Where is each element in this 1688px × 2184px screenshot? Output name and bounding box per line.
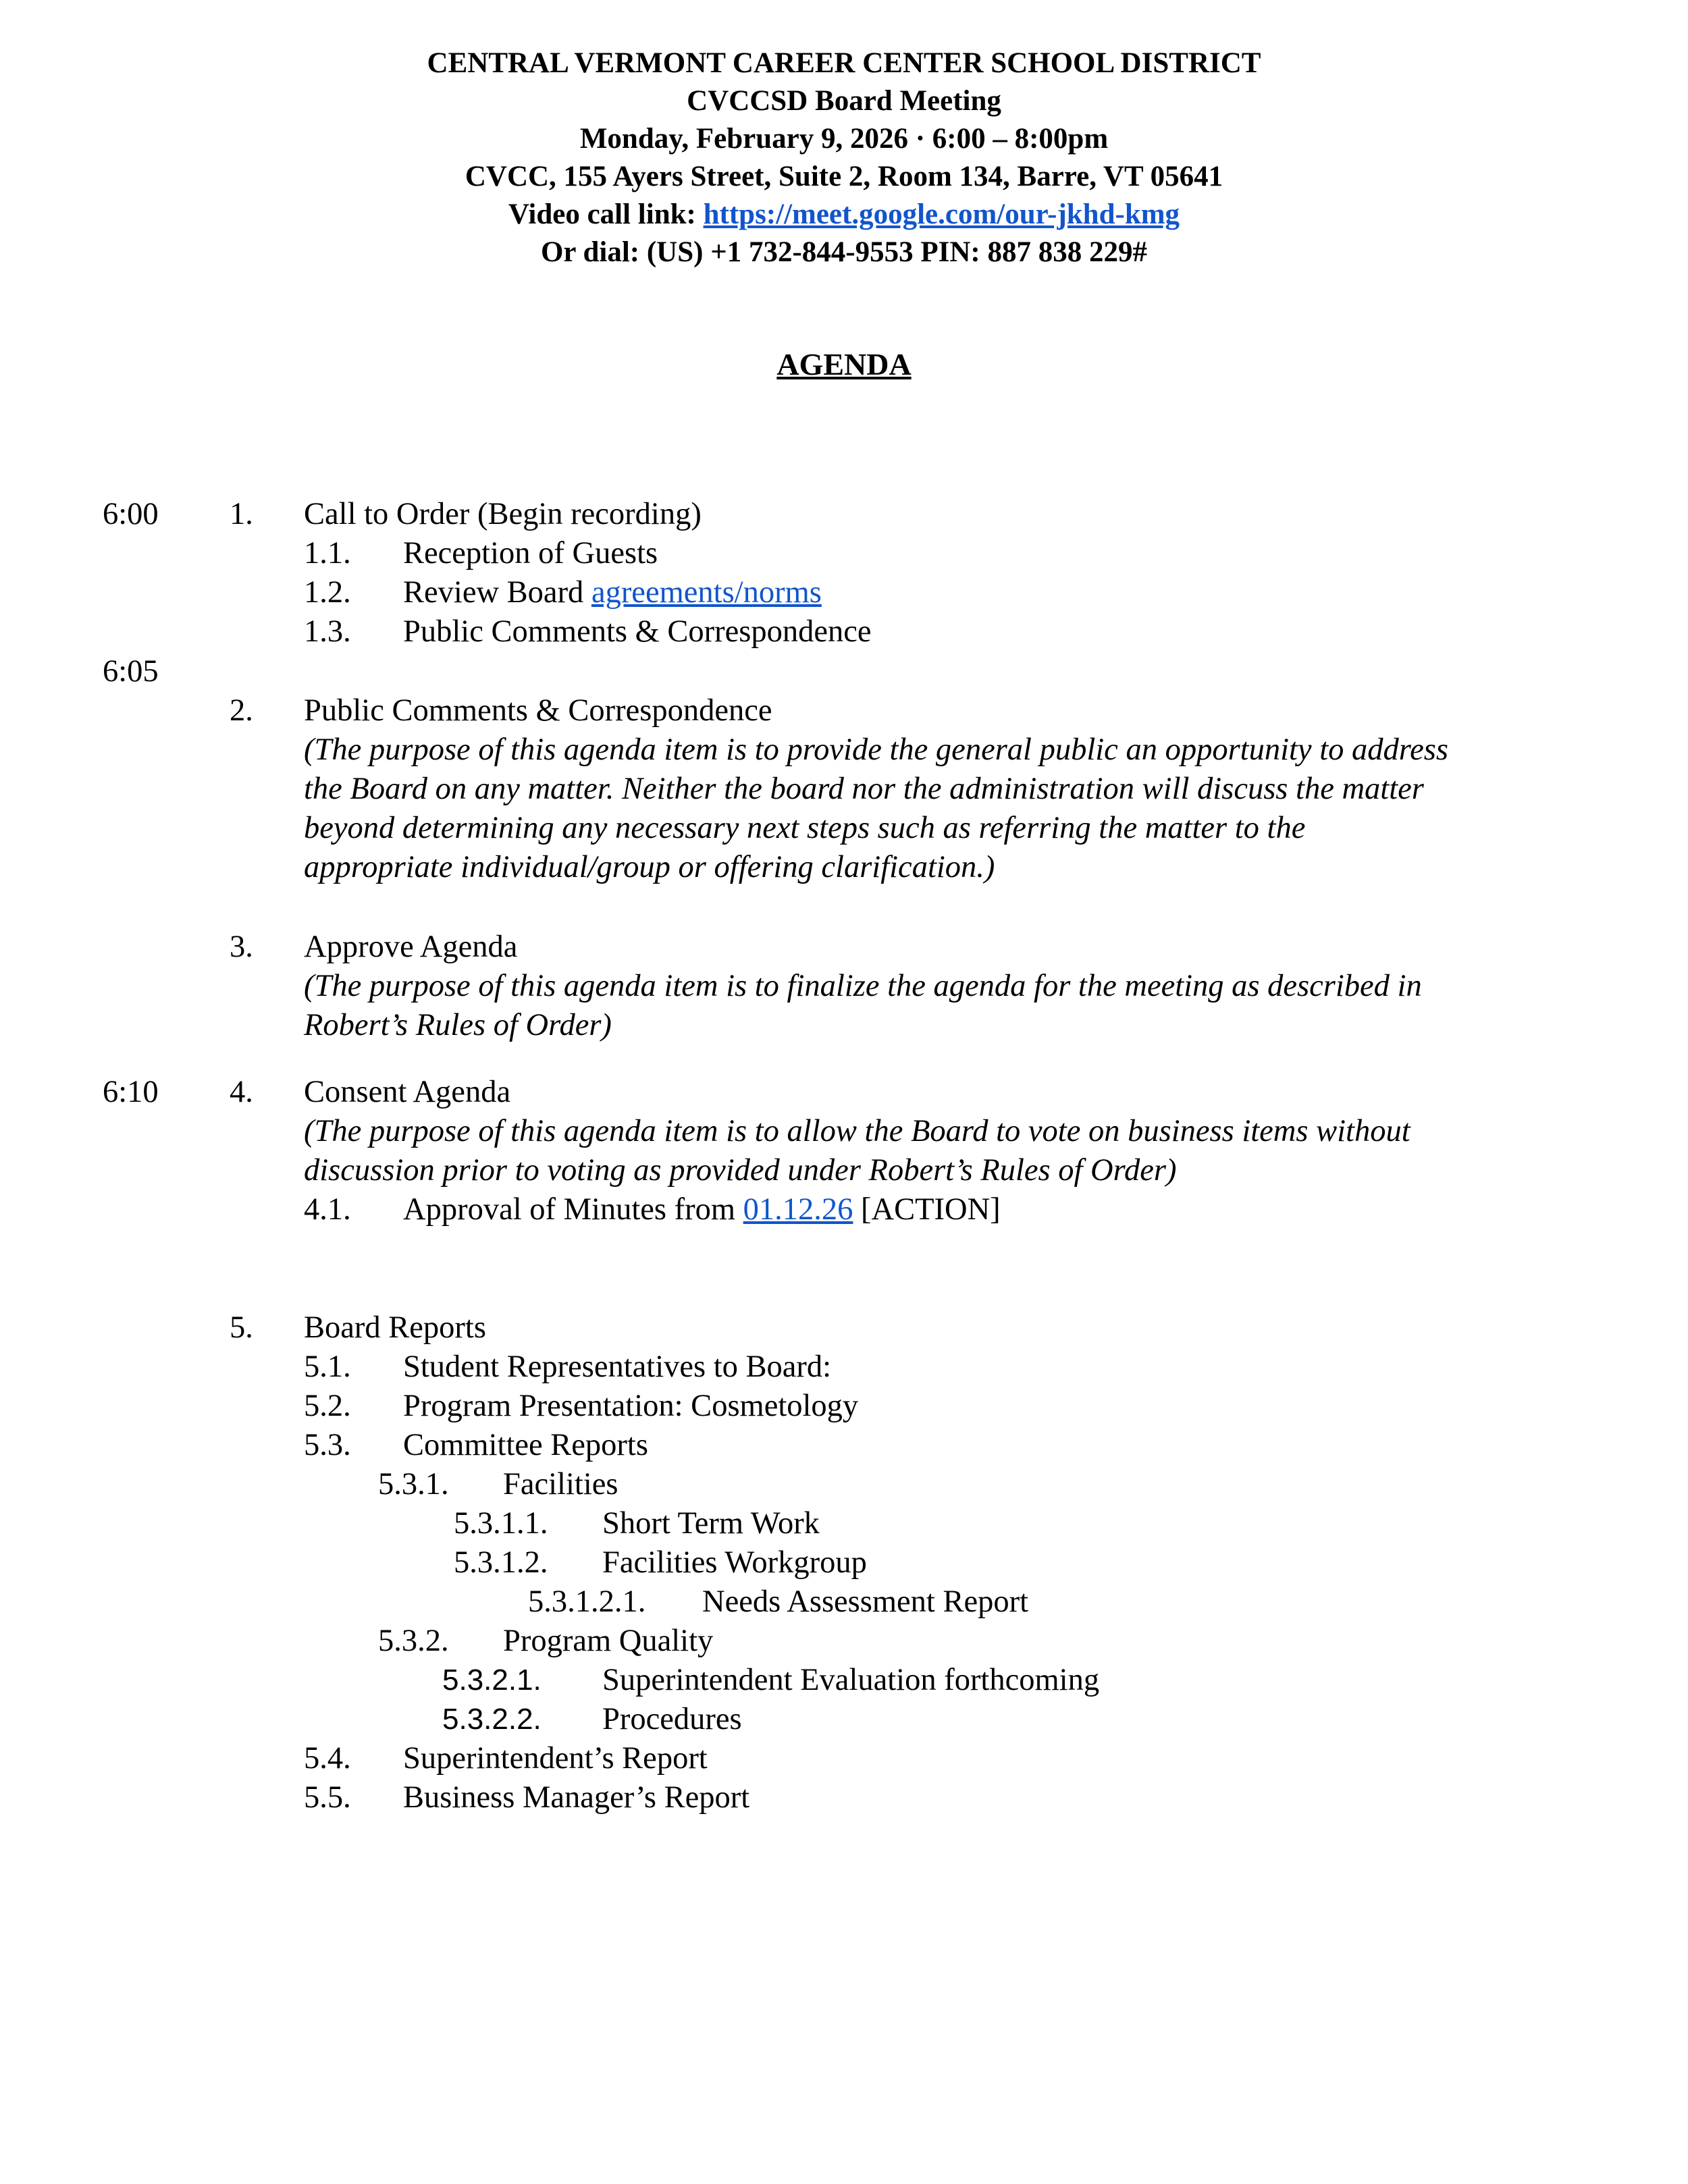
item-5-1-number: 5.1. xyxy=(304,1350,351,1384)
video-call-label: Video call link: xyxy=(508,198,696,230)
item-1-1-number: 1.1. xyxy=(304,536,351,570)
item-5-3-1-label: Facilities xyxy=(503,1467,618,1501)
item-5-3-number: 5.3. xyxy=(304,1428,351,1462)
item-4-1-label-prefix: Approval of Minutes from xyxy=(403,1192,736,1227)
item-5-3-1-2-1-number: 5.3.1.2.1. xyxy=(528,1584,646,1619)
item-5-label: Board Reports xyxy=(304,1310,486,1345)
item-4-1-label xyxy=(403,1190,1001,1229)
item-1-2-number: 1.2. xyxy=(304,575,351,610)
item-1-1-label: Reception of Guests xyxy=(403,536,658,570)
item-4-description xyxy=(304,1112,1560,1190)
item-1-2-label xyxy=(403,573,822,612)
item-5-5-number: 5.5. xyxy=(304,1780,351,1815)
item-5-3-label: Committee Reports xyxy=(403,1428,648,1462)
agreements-norms-link[interactable]: agreements/norms xyxy=(591,575,822,610)
item-5-1-label: Student Representatives to Board: xyxy=(403,1350,832,1384)
item-5-3-1-1-label: Short Term Work xyxy=(602,1506,820,1541)
item-5-3-2-number: 5.3.2. xyxy=(378,1624,449,1658)
video-call-line xyxy=(0,196,1688,234)
meeting-header xyxy=(0,45,1688,271)
time-6-00: 6:00 xyxy=(103,497,159,531)
item-1-2-label-prefix: Review Board xyxy=(403,575,584,610)
item-5-2-number: 5.2. xyxy=(304,1389,351,1423)
item-3-description-line: (The purpose of this agenda item is to finalize the agenda for the meeting as described in xyxy=(304,969,1422,1003)
item-5-4-number: 5.4. xyxy=(304,1741,351,1776)
item-5-3-2-1-number: 5.3.2.1. xyxy=(442,1663,542,1697)
item-5-5-label: Business Manager’s Report xyxy=(403,1780,750,1815)
item-5-3-1-2-label: Facilities Workgroup xyxy=(602,1545,867,1580)
item-4-1-label-suffix: [ACTION] xyxy=(861,1192,1001,1227)
item-4-label: Consent Agenda xyxy=(304,1075,511,1109)
item-2-description-line: (The purpose of this agenda item is to provide the general public an opportunity to address xyxy=(304,733,1448,767)
meeting-datetime: Monday, February 9, 2026 · 6:00 – 8:00pm xyxy=(579,123,1109,155)
item-3-number: 3. xyxy=(230,930,253,964)
item-5-3-1-1-number: 5.3.1.1. xyxy=(454,1506,548,1541)
item-4-1-number: 4.1. xyxy=(304,1192,351,1227)
meeting-location: CVCC, 155 Ayers Street, Suite 2, Room 134, Barre, VT 05641 xyxy=(465,161,1223,192)
item-5-3-1-2-1-label: Needs Assessment Report xyxy=(702,1584,1029,1619)
district-name: CENTRAL VERMONT CAREER CENTER SCHOOL DISTRICT xyxy=(427,47,1261,79)
item-3-description-line: Robert’s Rules of Order) xyxy=(304,1008,612,1042)
item-1-label: Call to Order (Begin recording) xyxy=(304,497,702,531)
item-4-description-line: (The purpose of this agenda item is to allow the Board to vote on business items without xyxy=(304,1114,1410,1148)
item-5-number: 5. xyxy=(230,1310,253,1345)
item-2-label: Public Comments & Correspondence xyxy=(304,693,772,728)
item-5-3-1-2-number: 5.3.1.2. xyxy=(454,1545,548,1580)
time-6-10: 6:10 xyxy=(103,1075,159,1109)
item-2-description-line: appropriate individual/group or offering clarification.) xyxy=(304,850,995,884)
item-3-label: Approve Agenda xyxy=(304,930,518,964)
item-2-description-line: beyond determining any necessary next steps such as referring the matter to the xyxy=(304,811,1306,845)
item-1-number: 1. xyxy=(230,497,253,531)
item-5-2-label: Program Presentation: Cosmetology xyxy=(403,1389,859,1423)
video-call-link[interactable]: https://meet.google.com/our-jkhd-kmg xyxy=(703,198,1180,230)
item-5-3-2-label: Program Quality xyxy=(503,1624,714,1658)
agenda-title-text: AGENDA xyxy=(776,347,912,381)
minutes-01-12-26-link[interactable]: 01.12.26 xyxy=(743,1192,853,1227)
meeting-name: CVCCSD Board Meeting xyxy=(687,85,1001,117)
item-5-3-2-1-label: Superintendent Evaluation forthcoming xyxy=(602,1663,1100,1697)
item-2-description-line: the Board on any matter. Neither the board nor the administration will discuss the matter xyxy=(304,772,1424,806)
time-6-05: 6:05 xyxy=(103,654,159,689)
item-1-3-number: 1.3. xyxy=(304,614,351,649)
item-2-description xyxy=(304,730,1560,887)
item-5-3-2-2-label: Procedures xyxy=(602,1702,742,1736)
item-4-description-line: discussion prior to voting as provided under Robert’s Rules of Order) xyxy=(304,1153,1177,1188)
item-3-description xyxy=(304,967,1560,1045)
item-1-3-label: Public Comments & Correspondence xyxy=(403,614,872,649)
item-5-3-1-number: 5.3.1. xyxy=(378,1467,449,1501)
item-5-4-label: Superintendent’s Report xyxy=(403,1741,708,1776)
agenda-title xyxy=(0,344,1688,385)
item-2-number: 2. xyxy=(230,693,253,728)
item-5-3-2-2-number: 5.3.2.2. xyxy=(442,1703,542,1736)
dial-in-info: Or dial: (US) +1 732-844-9553 PIN: 887 838 229# xyxy=(540,236,1147,268)
item-4-number: 4. xyxy=(230,1075,253,1109)
